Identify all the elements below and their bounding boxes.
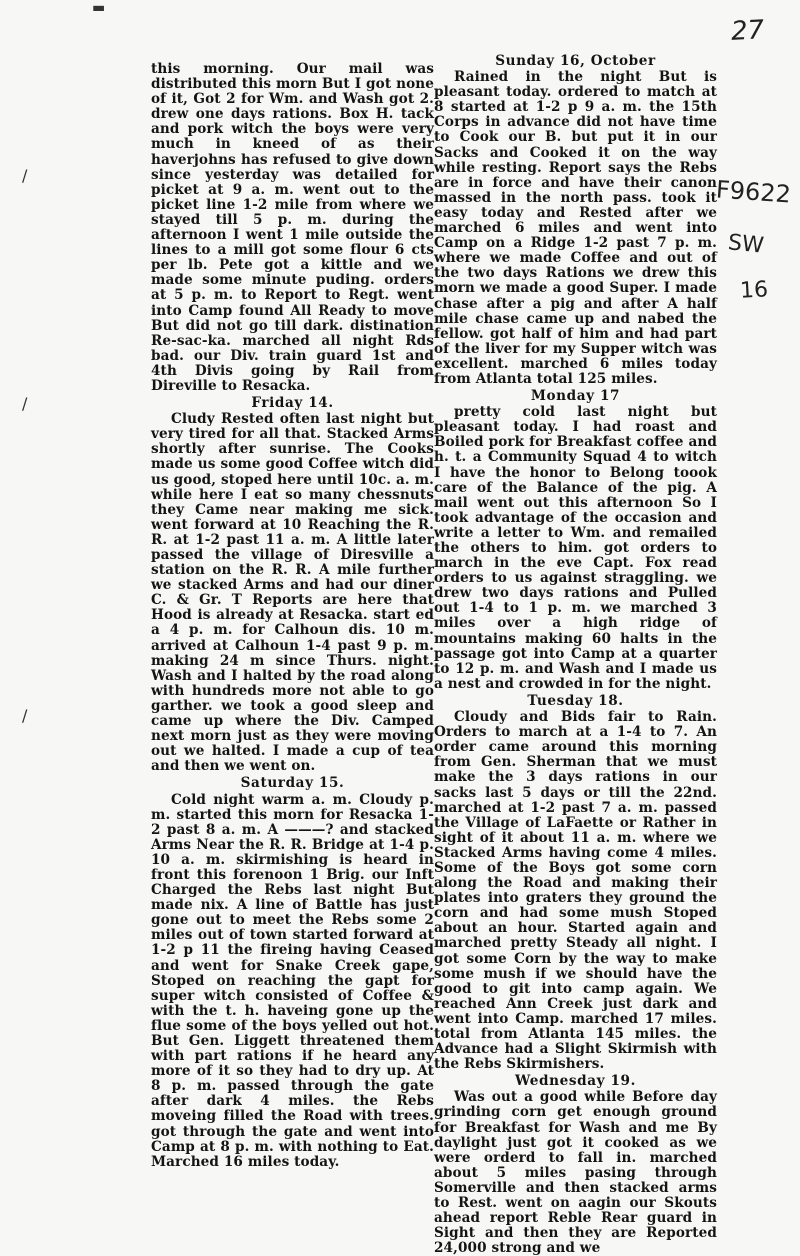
margin-note-initials: SW [726, 230, 765, 259]
diary-paragraph: Was out a good while Before day grinding corn get enough ground for Breakfast for Wash and me By daylight just got it cooked as we were orderd to fall in. marched about 5 miles pasing through Somerville and then stacked arms to Rest. went on aagin our Skouts ahead report Reble Rear guard in Sight and then they are Reported 24,000 strong and we [434, 1089, 717, 1256]
diary-paragraph: Cludy Rested often last night but very tired for all that. Stacked Arms shortly after sunrise. The Cooks made us some good Coffee witch did us good, stoped here until 10c. a. m. while here I eat so many chessnuts they Came near making me sick. went forward at 10 Reaching the R. R. at 1-2 past 11 a. m. A little later passed the village of Diresville a station on the R. R. A mile further we stacked Arms and had our diner C. & Gr. T Reports are here that Hood is already at Resacka. start ed a 4 p. m. for Calhoun dis. 10 m. arrived at Calhoun 1-4 past 9 p. m. making 24 m since Thurs. night. Wash and I halted by the road along with hundreds more not able to go garther. we took a good sleep and came up where the Div. Camped next morn just as they were moving out we halted. I made a cup of tea and then we went on. [151, 411, 434, 775]
entry-date-heading: Sunday 16, October [495, 53, 656, 69]
entry-date-heading: Monday 17 [530, 388, 621, 405]
right-column [434, 52, 717, 1256]
margin-mark-1: / [22, 166, 28, 185]
entry-date-heading: Saturday 15. [240, 775, 345, 792]
page-number: 27 [730, 15, 765, 47]
left-column [151, 62, 434, 1170]
entry-date-heading: Tuesday 18. [527, 692, 624, 709]
margin-mark-2: / [22, 394, 28, 413]
margin-note-number: 16 [739, 277, 769, 304]
entry-date-heading: Wednesday 19. [515, 1073, 636, 1090]
margin-mark-3: / [22, 706, 28, 725]
diary-paragraph: pretty cold last night but pleasant today. I had roast and Boiled pork for Breakfast coffee and h. t. a Community Squad 4 to witch I have the honor to Belong toook care of the Balance of the pig. A mail went out this afternoon So I took advantage of the occasion and write a letter to Wm. and remailed the others to him. got orders to march in the eve Capt. Fox read orders to us against straggling. we drew two days rations and Pulled out 1-4 to 1 p. m. we marched 3 miles over a high ridge of mountains making 60 halts in the passage got into Camp at a quarter to 12 p. m. and Wash and I made us a nest and crowded in for the night. [434, 404, 717, 692]
entry-date-heading: Friday 14. [251, 395, 334, 412]
diary-paragraph: this morning. Our mail was distributed this morn But I got none of it, Got 2 for Wm. and Wash got 2. drew one days rations. Box H. tack and pork witch the boys were very much in kneed of as their haverjohns has refused to give down since yesterday was detailed for picket at 9 a. m. went out to the picket line 1-2 mile from where we stayed till 5 p. m. during the afternoon I went 1 mile outside the lines to a mill got some flour 6 cts per lb. Pete got a kittle and we made some minute puding. orders at 5 p. m. to Report to Regt. went into Camp found All Ready to move But did not go till dark. distination Re-sac-ka. marched all night Rds bad. our Div. train guard 1st and 4th Divis going by Rail from Direville to Resacka. [151, 61, 434, 394]
margin-mark-top: ▬ [92, 0, 106, 16]
diary-paragraph: Cold night warm a. m. Cloudy p. m. started this morn for Resacka 1-2 past 8 a. m. A ———? and stacked Arms Near the R. R. Bridge at 1-4 p. 10 a. m. skirmishing is heard in front this forenoon 1 Brig. our Inft Charged the Rebs last night But made nix. A line of Battle has just gone out to meet the Rebs some 2 miles out of town started forward at 1-2 p 11 the fireing having Ceased and went for Snake Creek gape, Stoped on reaching the gapt for super witch consisted of Coffee & with the t. h. haveing gone up the flue some of the boys yelled out hot. But Gen. Liggett threatened them with part rations if he heard any more of it so they had to dry up. At 8 p. m. passed through the gate after dark 4 miles. the Rebs moveing filled the Road with trees. got through the gate and went into Camp at 8 p. m. with nothing to Eat. Marched 16 miles today. [151, 791, 434, 1170]
margin-note-catalog: F9622 [715, 175, 792, 209]
diary-paragraph: Cloudy and Bids fair to Rain. Orders to march at a 1-4 to 7. An order came around this morning from Gen. Sherman that we must make the 3 days rations in our sacks last 5 days or till the 22nd. marched at 1-2 past 7 a. m. passed the Village of LaFaette or Rather in sight of it about 11 a. m. where we Stacked Arms having come 4 miles. Some of the Boys got some corn along the Road and making their plates into graters they ground the corn and had some mush Stoped about an hour. Started again and marched pretty Steady all night. I got some Corn by the way to make some mush if we should have the good to git into camp again. We reached Ann Creek just dark and went into Camp. marched 17 miles. total from Atlanta 145 miles. the Advance had a Slight Skirmish with the Rebs Skirmishers. [434, 709, 717, 1073]
diary-paragraph: Rained in the night But is pleasant today. ordered to match at 8 started at 1-2 p 9 a. m. the 15th Corps in advance did not have time to Cook our B. but put it in our Sacks and Cooked it on the way while resting. Report says the Rebs are in force and have their canon massed in the north pass. took it easy today and Rested after we marched 6 miles and went into Camp on a Ridge 1-2 past 7 p. m. where we made Coffee and out of the two days Rations we drew this morn we made a good Super. I made chase after a pig and after A half mile chase came up and nabed the fellow. got half of him and had part of the liver for my Supper witch was excellent. marched 6 miles today from Atlanta total 125 miles. [434, 69, 717, 387]
